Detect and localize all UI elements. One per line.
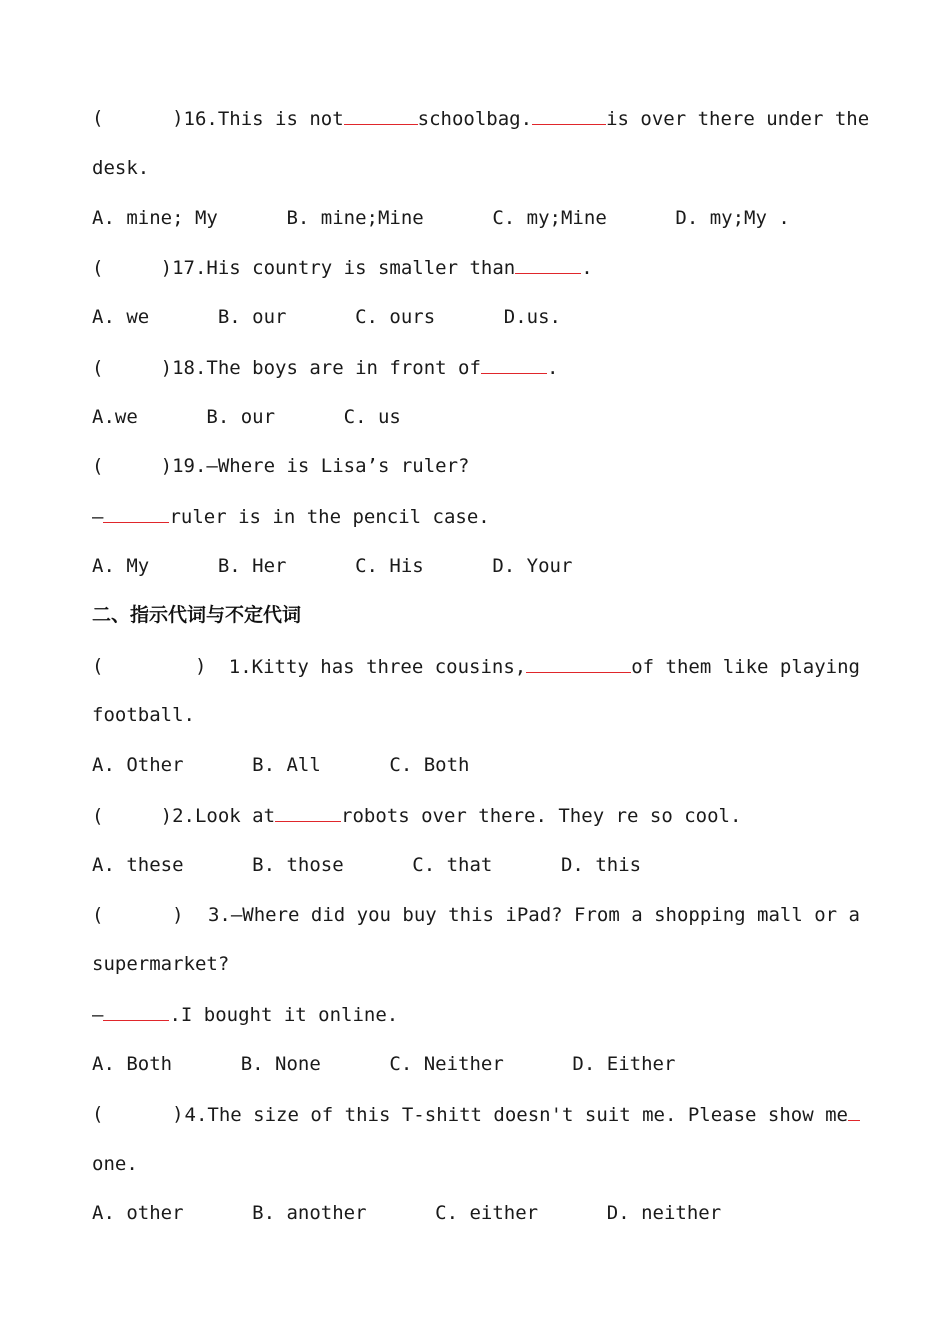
s2-question-3-continuation: supermarket?	[92, 953, 230, 975]
question-text: 3.—Where did you buy this iPad? From a shopping mall or a	[207, 904, 860, 926]
s2-question-2-options: A. these B. those C. that D. this	[92, 854, 642, 876]
question-text: 17.His country is smaller than	[172, 257, 516, 279]
dash: —	[92, 506, 104, 528]
question-text: is over there under the	[606, 108, 870, 130]
question-16-line	[92, 106, 870, 130]
question-text: 2.Look at	[172, 805, 276, 827]
s2-question-3-options: A. Both B. None C. Neither D. Either	[92, 1053, 676, 1075]
answer-paren: ( )	[92, 805, 173, 827]
question-text: .	[581, 257, 593, 279]
s2-question-1-line	[92, 654, 860, 678]
dash: —	[92, 1004, 104, 1026]
question-text: .I bought it online.	[169, 1004, 399, 1026]
answer-paren: ( )	[92, 455, 173, 477]
answer-blank[interactable]	[344, 106, 418, 125]
question-19-options: A. My B. Her C. His D. Your	[92, 555, 573, 577]
answer-blank[interactable]	[103, 504, 169, 523]
s2-question-1-options: A. Other B. All C. Both	[92, 754, 470, 776]
section-heading: 二、指示代词与不定代词	[92, 604, 302, 626]
answer-blank[interactable]	[481, 355, 547, 374]
s2-question-4-options: A. other B. another C. either D. neither	[92, 1202, 722, 1224]
question-text: 4.The size of this T-shitt doesn't suit me. Please show me	[184, 1104, 848, 1126]
answer-blank[interactable]	[275, 803, 341, 822]
question-18-options: A.we B. our C. us	[92, 406, 401, 428]
question-text: 19.—Where is Lisa’s ruler?	[172, 455, 470, 477]
answer-blank[interactable]	[848, 1102, 860, 1121]
answer-paren: ( )	[92, 1103, 184, 1125]
question-text: .	[546, 357, 559, 379]
s2-question-3-answer-line	[92, 1002, 398, 1026]
question-text: 18.The boys are in front of	[172, 357, 481, 379]
s2-question-2-line	[92, 803, 741, 827]
question-text: 1.Kitty has three cousins,	[228, 656, 527, 678]
s2-question-1-continuation: football.	[92, 704, 195, 726]
s2-question-4-line	[92, 1102, 860, 1126]
answer-paren: ( )	[92, 257, 173, 279]
answer-paren: ( )	[92, 655, 207, 677]
question-18-line	[92, 355, 558, 379]
question-19-line	[92, 454, 470, 478]
s2-question-3-line	[92, 903, 860, 927]
answer-blank[interactable]	[526, 654, 631, 673]
question-17-options: A. we B. our C. ours D.us.	[92, 306, 561, 328]
answer-blank[interactable]	[515, 255, 581, 274]
question-17-line	[92, 255, 593, 279]
question-19-answer-line	[92, 504, 490, 528]
question-16-options: A. mine; My B. mine;Mine C. my;Mine D. my;My .	[92, 207, 790, 229]
answer-paren: ( )	[92, 357, 173, 379]
question-text: robots over there. They re so cool.	[341, 805, 742, 827]
answer-blank[interactable]	[103, 1002, 169, 1021]
question-text: of them like playing	[631, 656, 860, 678]
question-16-continuation: desk.	[92, 157, 150, 179]
answer-paren: ( )	[92, 107, 184, 129]
s2-question-4-continuation: one.	[92, 1153, 138, 1175]
question-text: ruler is in the pencil case.	[169, 506, 490, 528]
question-text: schoolbag.	[417, 108, 533, 130]
answer-blank[interactable]	[532, 106, 606, 125]
answer-paren: ( )	[92, 904, 184, 926]
question-text: 16.This is not	[183, 108, 344, 130]
